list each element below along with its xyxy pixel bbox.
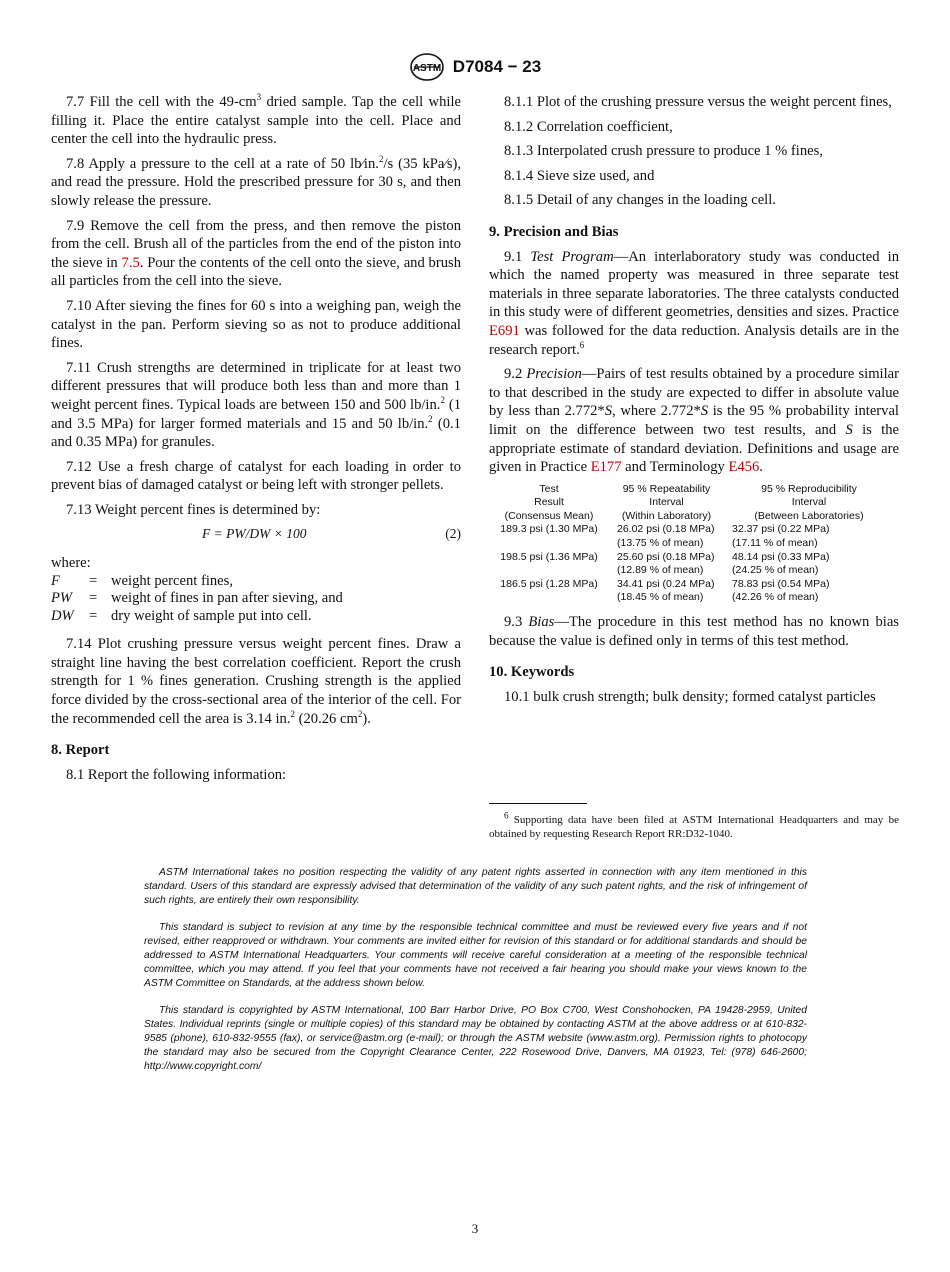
- precision-table: [489, 483, 894, 605]
- equation-2: [51, 525, 461, 544]
- definition-row: DW = dry weight of sample put into cell.: [51, 607, 312, 624]
- section-9-1: 9.1 Test Program—An interlaboratory study was conducted in which the named property was measured in three separate test materials in three separate laboratories. The three catalysts conducted in this study were of different geometries, densities and sizes. Practice E691 was followed for the data reduction. Analysis details are in the research report.$^6$: [489, 248, 899, 358]
- list-item: 8.1.4 Sieve size used, and: [504, 167, 655, 184]
- section-9-2: 9.2 Precision—Pairs of test results obtained by a procedure similar to that described in the study are expected to differ in absolute value by less than 2.772*S, where 2.772*S is the 95 % probability interval limit on the difference between two test results, and S is the appropriate estimate of standard deviation. Definitions and usage are given in Practice E177 and Terminology E456.: [489, 366, 900, 476]
- table-header-row: Test 95 % Repeatability 95 % Reproducibility: [539, 482, 857, 495]
- ref-e691-link[interactable]: E691: [489, 322, 520, 339]
- ref-e177-link[interactable]: E177: [590, 459, 622, 476]
- section-8-1: 8.1 Report the following information:: [66, 766, 287, 783]
- section-9-heading: 9. Precision and Bias: [489, 223, 619, 240]
- definition-row: F = weight percent fines,: [51, 572, 233, 589]
- where-label: where:: [51, 555, 91, 572]
- section-7-8: 7.8 Apply a pressure to the cell at a rate of 50 lb⁄in.$^2$/s (35 kPa⁄s), and read the pressure. Hold the prescribed pressure for 30 s, and then slowly release the pressure.: [51, 153, 462, 209]
- legal-notices: [144, 866, 807, 1087]
- list-item: 8.1.1 Plot of the crushing pressure versus the weight percent fines,: [504, 94, 892, 110]
- ref-7-5-link[interactable]: 7.5: [121, 254, 140, 271]
- svg-text:ASTM: ASTM: [412, 63, 441, 74]
- page-number: 3: [471, 1221, 479, 1236]
- page-header: [0, 52, 950, 82]
- section-8-heading: 8. Report: [51, 742, 110, 759]
- revision-notice: This standard is subject to revision at any time by the responsible technical committee and must be reviewed every five years and if not revised, either reapproved or withdrawn. Your comments are invited either for revision of this standard or for additional standards and should be addressed to ASTM International Headquarters. Your comments will receive careful consideration at a meeting of the responsible technical committee, which you may attend. If you feel that your comments have not received a fair hearing you should make your views known to the ASTM Committee on Standards, at the address shown below.: [144, 922, 807, 989]
- astm-logo-icon: [409, 52, 445, 82]
- section-10-1: 10.1 bulk crush strength; bulk density; formed catalyst particles: [504, 688, 876, 705]
- copyright-notice: This standard is copyrighted by ASTM International, 100 Barr Harbor Drive, PO Box C700, West Conshohocken, PA 19428-2959, United States. Individual reprints (single or multiple copies) of this standard may be obtained by contacting ASTM at the above address or at 610-832-9585 (phone), 610-832-9555 (fax), or service@astm.org (e-mail); or through the ASTM website (www.astm.org). Permission rights to photocopy the standard may also be secured from the Copyright Clearance Center, 222 Rosewood Drive, Danvers, MA 01923, Tel: (978) 646-2600; http://www.copyright.com/: [144, 1005, 807, 1072]
- section-9-3: 9.3 Bias—The procedure in this test method has no known bias because the value is defined only in terms of this test method.: [489, 614, 899, 649]
- section-7-10: 7.10 After sieving the fines for 60 s into a weighing pan, weigh the catalyst in the pan. Perform sieving so as not to produce additional fines.: [51, 297, 461, 352]
- section-7-7: 7.7 Fill the cell with the $49-cm^3$ dried sample. Tap the cell while filling it. Place the entire catalyst sample into the cell. Place and center the cell into the hydraulic press.: [51, 92, 461, 148]
- section-7-12: 7.12 Use a fresh charge of catalyst for each loading in order to prevent bias of damaged catalyst or being left with stronger pellets.: [51, 458, 461, 494]
- table-row: (18.45 % of mean) (42.26 % of mean): [617, 591, 819, 604]
- section-10-heading: 10. Keywords: [489, 664, 575, 681]
- table-row: (12.89 % of mean) (24.25 % of mean): [617, 564, 819, 577]
- table-header-row: Result Interval Interval: [534, 496, 827, 509]
- section-7-11: 7.11 Crush strengths are determined in triplicate for at least two different pressures that will produce both less than and more than 1 weight percent fines. Typical loads are between 150 and 500 lb/in.$^2$ (1 and 3.5 MPa) for larger formed materials and 15 and 50 lb/in.$^2$ (0.1 and 0.35 MPa) for granules.: [51, 359, 461, 451]
- section-7-13: 7.13 Weight percent fines is determined by:: [66, 501, 321, 518]
- table-row: 198.5 psi (1.36 MPa) 25.60 psi (0.18 MPa) 48.14 psi (0.33 MPa): [500, 550, 830, 563]
- table-row: 186.5 psi (1.28 MPa) 34.41 psi (0.24 MPa) 78.83 psi (0.54 MPa): [500, 577, 830, 590]
- list-item: 8.1.3 Interpolated crush pressure to produce 1 % fines,: [504, 143, 823, 160]
- definition-row: PW = weight of fines in pan after sieving, and: [51, 590, 343, 607]
- footnote-6: $^6$ Supporting data have been filed at ASTM International Headquarters and may be obtained by requesting Research Report RR:D32-1040.: [489, 810, 899, 841]
- section-7-14: 7.14 Plot crushing pressure versus weight percent fines. Draw a straight line having the best correlation coefficient. Report the crush strength for 1 % fines generation. Crushing strength is the applied force divided by the cross-sectional area of the interior of the cell. For the recommended cell the area is 3.14 in.$^2$ (20.26 $cm^2$).: [51, 636, 461, 727]
- where-definitions: [51, 573, 461, 626]
- section-7-9: 7.9 Remove the cell from the press, and then remove the piston from the cell. Brush all of the particles from the end of the piston into the sieve in 7.5. Pour the contents of the cell onto the sieve, and brush all particles from the cell into the sieve.: [51, 217, 461, 290]
- right-column: [489, 93, 899, 712]
- document-id: D7084 − 23: [452, 57, 542, 76]
- left-column: [51, 93, 461, 790]
- list-item: 8.1.2 Correlation coefficient,: [504, 118, 673, 135]
- table-row: 189.3 psi (1.30 MPa) 26.02 psi (0.18 MPa) 32.37 psi (0.22 MPa): [500, 523, 830, 536]
- list-item: 8.1.5 Detail of any changes in the loading cell.: [504, 192, 776, 209]
- ref-e456-link[interactable]: E456: [728, 459, 760, 476]
- table-header-row: (Consensus Mean) (Within Laboratory) (Between Laboratories): [504, 509, 864, 522]
- equation-text: F = PW/DW × 100: [202, 526, 307, 542]
- footnote-divider: [489, 803, 587, 804]
- patent-notice: ASTM International takes no position respecting the validity of any patent rights asserted in connection with any item mentioned in this standard. Users of this standard are expressly advised that determination of the validity of any such patent rights, and the risk of infringement of such rights, are entirely their own responsibility.: [144, 867, 807, 906]
- equation-number: (2): [445, 526, 461, 542]
- table-row: (13.75 % of mean) (17.11 % of mean): [617, 537, 818, 550]
